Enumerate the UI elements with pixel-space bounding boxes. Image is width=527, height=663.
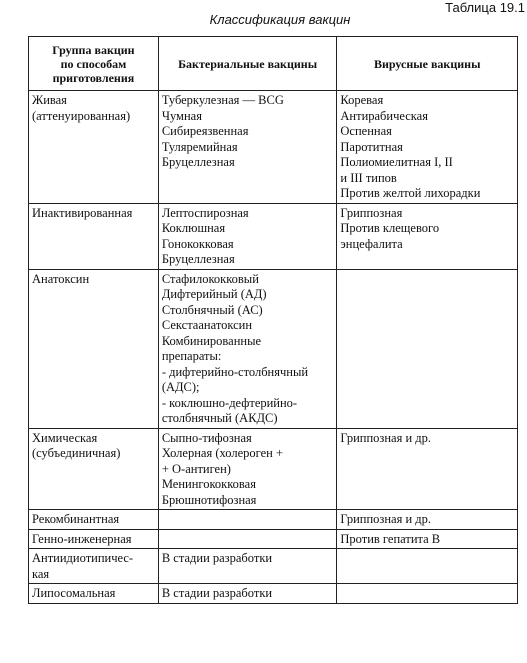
cell-line: Комбинированные: [161, 333, 262, 348]
cell-viral: [337, 269, 518, 428]
cell-line: столбнячный (АКДС): [161, 411, 278, 425]
cell-line: Лептоспирозная: [161, 205, 249, 220]
cell-line: Полиомиелитная I, II: [340, 155, 453, 169]
cell-bacterial: [158, 549, 337, 584]
table-row: [29, 549, 518, 584]
cell-line: Химическая: [32, 430, 98, 445]
cell-group: [29, 510, 159, 530]
cell-line: Сибиреязвенная: [161, 124, 249, 138]
cell-group: [29, 269, 159, 428]
cell-line: Менингококковая: [161, 477, 256, 491]
cell-line: энцефалита: [340, 236, 403, 251]
cell-line: Рекомбинантная: [32, 512, 120, 526]
cell-line: - дифтерийно-столбнячный: [161, 364, 309, 379]
table-row: [29, 529, 518, 549]
cell-bacterial: [158, 584, 337, 604]
cell-line: Бруцеллезная: [161, 155, 235, 169]
cell-line: Живая: [32, 93, 67, 107]
table-row: [29, 584, 518, 604]
cell-group: [29, 529, 159, 549]
header-line: Группа вакцин: [52, 43, 135, 57]
cell-line: кая: [32, 566, 50, 581]
cell-line: Бруцеллезная: [161, 252, 235, 266]
cell-line: Туберкулезная — BCG: [161, 93, 284, 107]
cell-group: [29, 91, 159, 204]
cell-line: Туляремийная: [161, 139, 238, 154]
cell-line: и III типов: [340, 170, 397, 185]
cell-line: (аттенуированная): [32, 108, 131, 123]
cell-bacterial: [158, 529, 337, 549]
cell-line: Антирабическая: [340, 108, 428, 123]
header-bacterial: [158, 37, 337, 91]
cell-bacterial: [158, 510, 337, 530]
table-row: [29, 269, 518, 428]
cell-line: Гриппозная: [340, 205, 403, 220]
cell-group: [29, 549, 159, 584]
cell-line: В стадии разработки: [161, 551, 273, 565]
header-line: Бактериальные вакцины: [178, 57, 318, 71]
table-body: [29, 91, 518, 604]
header-row: [29, 37, 518, 91]
header-line: Вирусные вакцины: [373, 57, 481, 71]
cell-line: + О-антиген): [161, 461, 231, 476]
cell-line: Сыпно-тифозная: [161, 430, 252, 445]
cell-line: Антиидиотипичес-: [32, 551, 134, 565]
cell-line: Гриппозная и др.: [340, 430, 431, 445]
cell-viral: [337, 203, 518, 269]
table-row: [29, 428, 518, 510]
header-line: по способам: [60, 57, 127, 71]
header-viral: [337, 37, 518, 91]
cell-line: Оспенная: [340, 124, 392, 138]
cell-line: Коревая: [340, 93, 384, 107]
cell-line: - коклюшно-дефтерийно-: [161, 395, 298, 410]
table-row: [29, 91, 518, 204]
cell-line: Чумная: [161, 108, 202, 123]
cell-viral: [337, 529, 518, 549]
cell-line: Секстаанатоксин: [161, 318, 253, 332]
cell-line: В стадии разработки: [161, 586, 273, 600]
header-line: приготовления: [52, 71, 135, 85]
header-group: [29, 37, 159, 91]
cell-viral: [337, 91, 518, 204]
cell-line: Брюшнотифозная: [161, 492, 257, 507]
cell-line: Генно-инженерная: [32, 531, 132, 546]
cell-line: (субъединичная): [32, 446, 121, 460]
cell-line: Столбнячный (АС): [161, 302, 263, 317]
cell-viral: [337, 510, 518, 530]
cell-line: препараты:: [161, 349, 222, 363]
cell-line: Липосомальная: [32, 586, 116, 600]
cell-bacterial: [158, 203, 337, 269]
cell-line: Паротитная: [340, 139, 403, 154]
cell-group: [29, 584, 159, 604]
cell-line: Коклюшная: [161, 221, 226, 235]
cell-viral: [337, 584, 518, 604]
cell-line: Против клещевого: [340, 221, 440, 235]
vaccine-classification-table: [28, 36, 518, 604]
cell-line: Против желтой лихорадки: [340, 186, 481, 200]
cell-bacterial: [158, 269, 337, 428]
cell-viral: [337, 549, 518, 584]
table-row: [29, 510, 518, 530]
cell-line: Анатоксин: [32, 271, 90, 286]
cell-viral: [337, 428, 518, 510]
cell-line: Холерная (холероген +: [161, 446, 283, 460]
cell-line: Стафилококковый: [161, 271, 259, 286]
cell-line: Против гепатита В: [340, 531, 441, 546]
cell-line: Инактивированная: [32, 205, 133, 220]
cell-bacterial: [158, 91, 337, 204]
cell-bacterial: [158, 428, 337, 510]
cell-line: Дифтерийный (АД): [161, 287, 267, 301]
cell-line: (АДС);: [161, 380, 200, 394]
table-row: [29, 203, 518, 269]
table-number: Таблица 19.1: [445, 0, 525, 15]
table-title: Классификация вакцин: [209, 12, 351, 27]
cell-line: Гриппозная и др.: [340, 512, 431, 526]
cell-group: [29, 203, 159, 269]
cell-group: [29, 428, 159, 510]
cell-line: Гонококковая: [161, 236, 234, 251]
